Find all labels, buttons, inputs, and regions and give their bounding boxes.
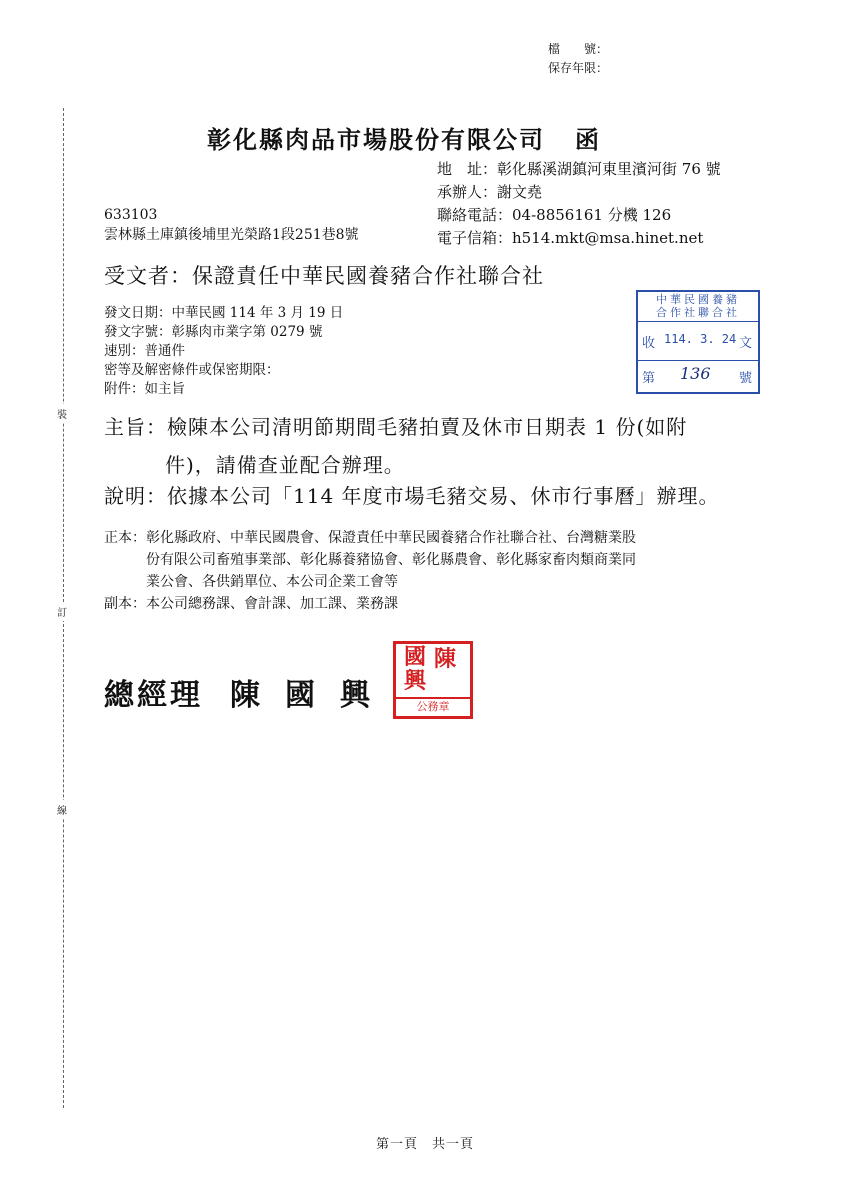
sender-handler: 承辦人：謝文堯 [437,183,543,201]
signature-name-2: 國 [285,678,315,713]
receipt-stamp-recv-label: 收 [642,336,656,351]
receipt-stamp-org-line2: 合作社聯合社 [656,306,740,319]
main-recipients-line-3: 業公會、各供銷單位、本公司企業工會等 [146,574,398,590]
main-recipients-label: 正本： [104,530,146,546]
sender-phone: 聯絡電話：04-8856161 分機 126 [437,206,672,224]
signature-name-1: 陳 [230,678,260,713]
sender-address: 地 址：彰化縣溪湖鎮河東里濱河街 76 號 [437,160,721,178]
subject-line-1: 主旨：檢陳本公司清明節期間毛豬拍賣及休市日期表 1 份(如附 [104,415,688,439]
receipt-stamp-org [638,292,758,322]
cc-recipients: 副本：本公司總務課、會計課、加工課、業務課 [104,596,398,612]
recipient-postcode: 633103 [104,207,158,223]
issue-number: 發文字號：彰縣肉市業字第 0279 號 [104,324,323,340]
receipt-stamp-no-label: 第 [642,371,656,386]
document-title [207,120,601,155]
receipt-stamp-number: 136 [680,364,711,383]
seal-char-1: 陳 [434,646,457,672]
main-recipients-line-2: 份有限公司畜殖事業部、彰化縣養豬協會、彰化縣農會、彰化縣家畜肉類商業同 [146,552,636,568]
seal-char-3: 興 [404,668,427,694]
attachment: 附件：如主旨 [104,381,185,397]
receipt-stamp-number-row [638,362,758,390]
subject-line-2: 件)，請備查並配合辦理。 [165,453,405,477]
seal-char-2: 國 [404,644,427,670]
doc-type: 函 [575,125,601,154]
binding-mark-zhuang: 裝 [57,404,67,423]
recipient: 受文者：保證責任中華民國養豬合作社聯合社 [104,264,544,288]
explanation: 說明：依據本公司「114 年度市場毛豬交易、休市行事曆」辦理。 [104,484,720,508]
file-number-label: 檔 號： [548,42,609,56]
official-seal [393,641,473,719]
org-name: 彰化縣肉品市場股份有限公司 [207,125,545,154]
main-recipients-line-1: 彰化縣政府、中華民國農會、保證責任中華民國養豬合作社聯合社、台灣糖業股 [146,530,636,546]
receipt-stamp-hao-label: 號 [739,371,753,386]
recipient-address: 雲林縣土庫鎮後埔里光榮路1段251巷8號 [104,227,359,243]
binding-mark-ding: 訂 [57,602,67,621]
signature-name-3: 興 [340,678,370,713]
secrecy-level: 密等及解密條件或保密期限： [104,362,280,378]
page-footer: 第一頁 共一頁 [376,1137,475,1152]
retention-label: 保存年限： [548,61,609,75]
binding-mark-xian: 線 [57,800,67,819]
receipt-stamp-org-line1: 中華民國養豬 [656,293,740,306]
seal-footer: 公務章 [396,697,470,715]
sender-email: 電子信箱：h514.mkt@msa.hinet.net [437,229,704,247]
issue-date: 發文日期：中華民國 114 年 3 月 19 日 [104,305,344,321]
delivery-speed: 速別：普通件 [104,343,185,359]
receipt-stamp-doc-label: 文 [739,336,753,351]
receipt-stamp-date-row [638,322,758,361]
receipt-stamp [636,290,760,394]
receipt-stamp-date: 114. 3. 24 [664,332,737,346]
signature-title: 總經理 [104,678,203,713]
